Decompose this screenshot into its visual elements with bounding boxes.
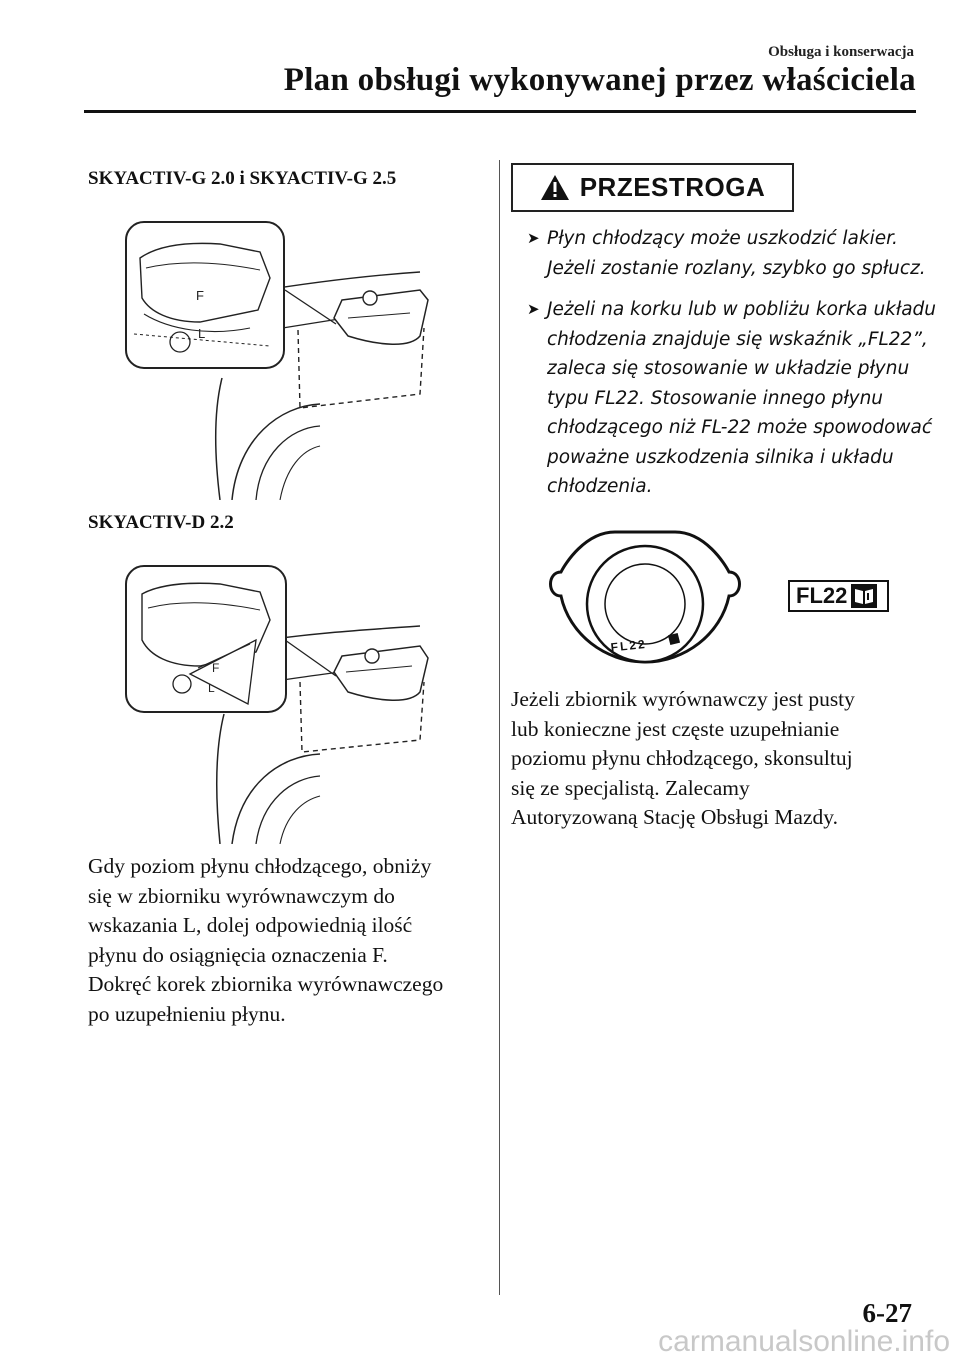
text-line: wskazania L, dolej odpowiednią ilość xyxy=(88,913,413,937)
text-line: Autoryzowaną Stację Obsługi Mazdy. xyxy=(511,805,838,829)
warning-triangle-icon xyxy=(540,174,570,201)
text-line: płynu do osiągnięcia oznaczenia F. xyxy=(88,942,388,967)
text-line: po uzupełnieniu płynu. xyxy=(88,1001,286,1026)
radiator-cap-illustration xyxy=(545,524,745,670)
full-mark-label: F xyxy=(212,661,220,675)
arrow-bullet-icon: ➤ xyxy=(527,229,540,247)
text-line: się w zbiorniku wyrównawczym do xyxy=(88,883,395,908)
page-number: 6-27 xyxy=(862,1298,912,1328)
caution-banner xyxy=(511,163,794,212)
heading-skyactiv-g: SKYACTIV-G 2.0 i SKYACTIV-G 2.5 xyxy=(88,168,397,189)
coolant-reservoir-illustration-d xyxy=(120,564,440,844)
caution-label: PRZESTROGA xyxy=(579,172,766,202)
text-line: Jeżeli zbiornik wyrównawczy jest pusty xyxy=(511,687,855,711)
header-rule xyxy=(84,110,916,113)
text-line: lub konieczne jest częste uzupełnianie xyxy=(511,716,840,741)
fl22-badge-label: FL22 xyxy=(796,583,848,608)
heading-skyactiv-d: SKYACTIV-D 2.2 xyxy=(88,512,234,533)
fl22-badge xyxy=(788,580,889,612)
column-divider xyxy=(499,160,500,1295)
caution-list xyxy=(527,224,937,514)
caution-item xyxy=(527,295,937,502)
caution-item-text: Płyn chłodzący może uszkodzić lakier. Jeżeli zostanie rozlany, szybko go spłucz. xyxy=(547,228,926,279)
low-mark-label: L xyxy=(208,681,215,695)
text-line: Dokręć korek zbiornika wyrównawczego xyxy=(88,972,444,996)
text-line: się ze specjalistą. Zalecamy xyxy=(511,775,750,800)
watermark: carmanualsonline.info xyxy=(658,1325,950,1358)
consult-specialist-text xyxy=(511,685,931,833)
coolant-reservoir-illustration-g xyxy=(120,218,440,500)
low-mark-label: L xyxy=(198,326,206,341)
caution-item xyxy=(527,224,937,283)
running-header-title: Plan obsługi wykonywanej przez właściciela xyxy=(283,62,916,98)
text-line: poziomu płynu chłodzącego, skonsultuj xyxy=(511,746,853,770)
refill-instructions xyxy=(88,852,488,1029)
running-header-section: Obsługa i konserwacja xyxy=(768,44,914,60)
caution-item-text: Jeżeli na korku lub w pobliżu korka układu chłodzenia znajduje się wskaźnik „FL22”, zaleca się stosowanie w układzie płynu typu FL22. Stosowanie innego płynu chłodzącego niż FL-22 może spowodować poważne uszkodzenia silnika i układu chłodzenia. xyxy=(547,299,937,497)
text-line: Gdy poziom płynu chłodzącego, obniży xyxy=(88,854,432,878)
cap-fl22-marking: FL22 xyxy=(610,636,648,655)
full-mark-label: F xyxy=(196,288,204,303)
arrow-bullet-icon: ➤ xyxy=(527,300,540,318)
manual-book-icon xyxy=(851,584,877,608)
